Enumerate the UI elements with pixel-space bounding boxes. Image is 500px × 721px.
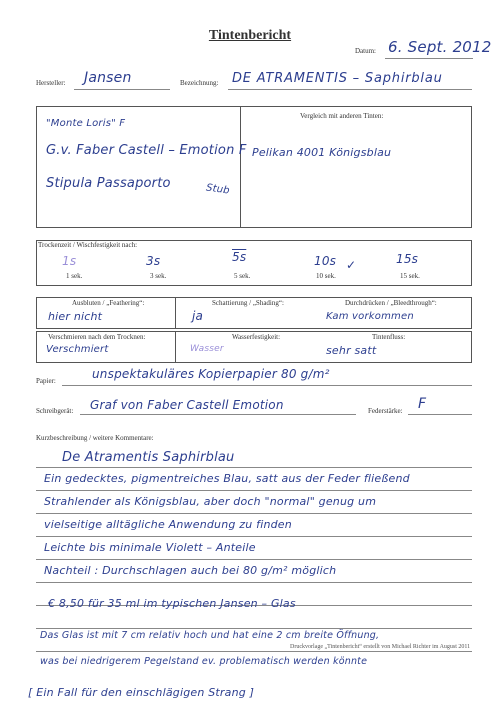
- footer-credit: Druckvorlage „Tintenbericht“ erstellt von Michael Richter im August 2011: [290, 644, 471, 650]
- water-label: Wasserfestigkeit:: [232, 333, 281, 341]
- comment-line-5: Leichte bis minimale Violett – Anteile: [44, 541, 256, 554]
- comment-line-6: Nachteil : Durchschlagen auch bei 80 g/m² möglich: [44, 564, 337, 577]
- pen-line-2: G.v. Faber Castell – Emotion F: [46, 143, 247, 158]
- drying-label-10: 10 sek.: [316, 272, 336, 280]
- drying-time-1: 1s: [62, 254, 77, 268]
- smudge-label: Verschmieren nach dem Trocknen:: [48, 333, 146, 341]
- comment-line-3: Strahlender als Königsblau, aber doch "normal" genug um: [44, 495, 377, 508]
- flow-label: Tintenfluss:: [372, 333, 406, 341]
- shading-label: Schattierung / „Shading“:: [212, 299, 284, 307]
- comment-line-4: vielseitige alltägliche Anwendung zu finden: [44, 518, 292, 531]
- paper-label: Papier:: [36, 377, 56, 385]
- writing-tool-label: Schreibgerät:: [36, 407, 74, 415]
- drying-time-3: 3s: [146, 254, 161, 268]
- water-value: Wasser: [190, 344, 224, 354]
- pen-line-1: "Monte Loris" F: [46, 118, 126, 129]
- shading-value: ja: [192, 309, 204, 323]
- drying-time-5: 5s: [232, 250, 247, 264]
- comment-line-10: [ Ein Fall für den einschlägigen Strang ]: [28, 686, 255, 699]
- flow-value: sehr satt: [326, 344, 377, 357]
- drying-label-1: 1 sek.: [66, 272, 83, 280]
- bleedthrough-label: Durchdrücken / „Bleedthrough“:: [345, 299, 437, 307]
- comment-line-1: De Atramentis Saphirblau: [62, 450, 235, 465]
- nib-width-value: F: [418, 396, 427, 412]
- date-label: Datum:: [355, 47, 376, 55]
- designation-label: Bezeichnung:: [180, 79, 219, 87]
- comment-line-2: Ein gedecktes, pigmentreiches Blau, satt aus der Feder fließend: [44, 472, 410, 485]
- compare-value: Pelikan 4001 Königsblau: [252, 146, 392, 159]
- pen-line-3: Stipula Passaporto: [46, 176, 171, 191]
- comment-line-9: was bei niedrigerem Pegelstand ev. problematisch werden könnte: [40, 656, 368, 667]
- comments-label: Kurzbeschreibung / weitere Kommentare:: [36, 434, 154, 442]
- nib-width-label: Federstärke:: [368, 407, 403, 415]
- feathering-value: hier nicht: [48, 310, 103, 323]
- designation-value: DE ATRAMENTIS – Saphirblau: [232, 71, 443, 86]
- manufacturer-label: Hersteller:: [36, 79, 66, 87]
- drying-label-5: 5 sek.: [234, 272, 251, 280]
- page-title: Tintenbericht: [208, 28, 292, 43]
- drying-time-15: 15s: [396, 252, 419, 266]
- pen-line-3-nib: Stub: [205, 182, 231, 197]
- drying-label: Trockenzeit / Wischfestigkeit nach:: [38, 241, 138, 249]
- comment-line-7: € 8,50 für 35 ml im typischen Jansen – Glas: [48, 597, 296, 610]
- check-icon: ✓: [346, 258, 357, 272]
- drying-label-15: 15 sek.: [400, 272, 420, 280]
- paper-value: unspektakuläres Kopierpapier 80 g/m²: [92, 367, 330, 381]
- date-value: 6. Sept. 2012: [388, 38, 492, 56]
- manufacturer-value: Jansen: [84, 70, 132, 86]
- compare-label: Vergleich mit anderen Tinten:: [300, 112, 384, 120]
- writing-tool-value: Graf von Faber Castell Emotion: [90, 398, 284, 412]
- drying-label-3: 3 sek.: [150, 272, 167, 280]
- comment-line-8: Das Glas ist mit 7 cm relativ hoch und hat eine 2 cm breite Öffnung,: [40, 630, 380, 641]
- feathering-label: Ausbluten / „Feathering“:: [72, 299, 145, 307]
- bleedthrough-value: Kam vorkommen: [326, 311, 414, 322]
- drying-time-10: 10s: [314, 254, 337, 268]
- smudge-value: Verschmiert: [46, 344, 109, 355]
